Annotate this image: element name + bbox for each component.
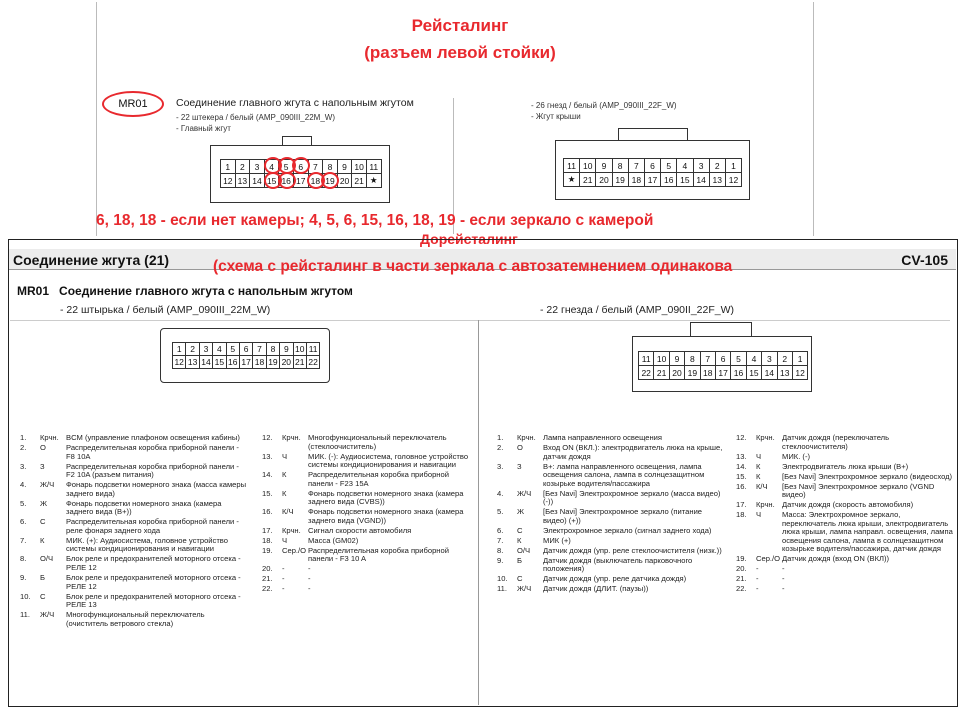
- pin-number: 19.: [736, 554, 747, 564]
- bottom-left-pin-grid: [172, 342, 320, 369]
- pin-number: 1.: [20, 433, 27, 442]
- bottom-right-pin-grid: [638, 351, 808, 380]
- wire-color: Б: [517, 555, 522, 565]
- wire-color: С: [40, 517, 46, 527]
- pin-description-row: [736, 463, 954, 472]
- connector-pin: 21: [654, 366, 669, 380]
- connector-pin: 11: [564, 159, 580, 173]
- pin-description-row: [20, 481, 248, 498]
- top-right-sub-line: - 26 гнезд / белый (AMP_090III_22F_W): [531, 101, 677, 110]
- pin-description-row: [262, 575, 472, 584]
- pin-description-row: [262, 547, 472, 564]
- connector-pin: 11: [307, 343, 320, 356]
- connector-pin: 22: [639, 366, 654, 380]
- wire-color: С: [517, 525, 523, 535]
- pin-description: BCM (управление плафоном освещения кабины): [66, 433, 240, 442]
- pin-description: Электродвигатель люка крыши (B+): [782, 461, 909, 471]
- pin-description: Вход ON (ВКЛ.): электродвигатель люка на крыше, датчик дождя: [543, 442, 723, 461]
- pin-description-row: [736, 555, 954, 564]
- pin-description-row: [736, 434, 954, 451]
- connector-pin: 9: [596, 159, 612, 173]
- connector-pin: 19: [323, 174, 338, 188]
- wire-color: О: [517, 442, 523, 452]
- pin-number: 6.: [20, 517, 27, 527]
- pin-description-row: [736, 585, 954, 594]
- pin-description: Лампа направленного освещения: [543, 433, 663, 442]
- wire-color: -: [756, 584, 759, 594]
- pin-description-row: [262, 453, 472, 470]
- connector-pin: 21: [352, 174, 367, 188]
- connector-pin: 12: [221, 174, 236, 188]
- pin-number: 3.: [497, 461, 504, 471]
- wire-color: Крчн.: [282, 433, 301, 442]
- connector-pin: 11: [639, 352, 654, 366]
- highlight-ring: [278, 172, 296, 189]
- pin-description: Блок реле и предохранителей моторного отсека - РЕЛЕ 13: [66, 591, 241, 610]
- connector-pin: 6: [716, 352, 731, 366]
- pin-description-row: [262, 537, 472, 546]
- pin-number: 14.: [736, 461, 747, 471]
- top-right-sub-line: - Жгут крыши: [531, 112, 581, 121]
- wire-color: К: [40, 535, 45, 545]
- pin-description: Распределительная коробка приборной панели - F8 10A: [66, 442, 239, 461]
- connector-pin: 15: [747, 366, 762, 380]
- pin-number: 21.: [262, 574, 273, 584]
- wire-color: -: [282, 564, 285, 574]
- pin-description-row: [20, 444, 248, 461]
- connector-pin: 3: [250, 160, 265, 174]
- pin-description-row: [497, 585, 725, 594]
- connector-pin: 21: [294, 356, 307, 369]
- wire-color: Б: [40, 573, 45, 583]
- connector-pin: 20: [670, 366, 685, 380]
- wire-color: З: [40, 461, 45, 471]
- connector-pin: 13: [236, 174, 251, 188]
- pin-description: Масса: Электрохромное зеркало, переключатель люка крыши, электродвигатель люка крыши, лампа направл. освещения, лампа освещения салона, лампа в солнцезащитном козырьке водителя/пассажира, датчик дождя: [782, 510, 953, 554]
- pin-number: 15.: [262, 488, 273, 498]
- pin-description-row: [736, 511, 954, 554]
- pin-description-row: [20, 500, 248, 517]
- pin-description-row: [497, 547, 725, 556]
- connector-pin: 2: [778, 352, 793, 366]
- connector-pin: 12: [726, 173, 742, 187]
- top-left-subtitle: [176, 112, 335, 134]
- connector-pin: 9: [338, 160, 353, 174]
- connector-pin: 15: [677, 173, 693, 187]
- pin-number: 4.: [20, 480, 27, 490]
- connector-latch: [690, 322, 752, 337]
- connector-pin: 19: [613, 173, 629, 187]
- wire-color: -: [756, 564, 759, 574]
- wire-color: О/Ч: [40, 554, 54, 564]
- connector-pin: 4: [747, 352, 762, 366]
- pin-description: Электрохромное зеркало (сигнал заднего хода): [543, 525, 712, 535]
- pin-description: Распределительная коробка приборной панели - F3 10 A: [308, 545, 449, 564]
- separator-line: [10, 320, 950, 321]
- connector-pin: 20: [596, 173, 612, 187]
- pin-description-row: [262, 434, 472, 451]
- connector-pin: 7: [309, 160, 324, 174]
- pin-number: 12.: [736, 433, 747, 442]
- wire-color: К: [756, 471, 761, 481]
- wire-color: Ж/Ч: [517, 488, 532, 498]
- pin-list-right-a: [497, 434, 725, 595]
- wire-color: Ж: [517, 507, 525, 517]
- pin-number: 16.: [262, 507, 273, 517]
- connector-pin: 15: [213, 356, 226, 369]
- connector-pin: 5: [227, 343, 240, 356]
- pin-description: Многофункциональный переключатель (очиститель ветрового стекла): [66, 610, 205, 628]
- wire-color: Ж/Ч: [40, 480, 55, 490]
- pin-number: 3.: [20, 461, 27, 471]
- pin-number: 5.: [20, 498, 27, 508]
- wire-color: Ч: [282, 451, 288, 461]
- pin-list-left-a: [20, 434, 248, 630]
- pin-description-row: [262, 565, 472, 574]
- pin-description: Фонарь подсветки номерного знака (масса камеры заднего вида): [66, 480, 247, 498]
- connector-pin: 1: [793, 352, 808, 366]
- pin-number: 11.: [497, 584, 507, 594]
- connector-pin: 18: [253, 356, 266, 369]
- connector-pin: 13: [186, 356, 199, 369]
- pin-number: 13.: [262, 451, 273, 461]
- connector-pin: 20: [280, 356, 293, 369]
- connector-pin: 7: [253, 343, 266, 356]
- connector-pin: 8: [685, 352, 700, 366]
- top-connector-name: Соединение главного жгута с напольным жгутом: [176, 97, 414, 109]
- pin-description-row: [20, 518, 248, 535]
- pin-description-row: [262, 508, 472, 525]
- mr01-circled-code: MR01: [102, 91, 164, 117]
- pin-description: Датчик дождя (ДЛИТ. (паузы)): [543, 584, 649, 594]
- pin-description: Датчик дождя (выключатель парковочного положения): [543, 555, 693, 574]
- top-right-subtitle: [531, 100, 677, 122]
- connector-pin: ★: [564, 173, 580, 187]
- wire-color: С: [40, 591, 46, 601]
- pin-description: Блок реле и предохранителей моторного отсека - РЕЛЕ 12: [66, 554, 241, 573]
- connector-pin: 4: [265, 160, 280, 174]
- bottom-connector-name: Соединение главного жгута с напольным жгутом: [59, 284, 353, 298]
- pin-number: 20.: [262, 564, 273, 574]
- connector-pin: 1: [221, 160, 236, 174]
- pin-number: 7.: [20, 535, 27, 545]
- pin-description: -: [782, 584, 785, 594]
- wire-color: К: [756, 461, 761, 471]
- connector-pin: 13: [710, 173, 726, 187]
- highlight-ring: [292, 157, 310, 174]
- section-code: CV-105: [901, 252, 948, 268]
- pin-number: 8.: [20, 554, 27, 564]
- connector-pin: 10: [580, 159, 596, 173]
- pin-number: 8.: [497, 545, 504, 555]
- pin-number: 2.: [497, 442, 504, 452]
- connector-pin: 16: [279, 174, 294, 188]
- restyling-subtitle: (разъем левой стойки): [364, 43, 556, 62]
- section-title: Соединение жгута (21): [13, 252, 170, 268]
- pin-description: Сигнал скорости автомобиля: [308, 525, 412, 535]
- connector-pin: 14: [200, 356, 213, 369]
- pin-description: МИК. (-): [782, 451, 811, 461]
- pin-description-row: [736, 483, 954, 500]
- pin-number: 22.: [262, 584, 273, 594]
- connector-latch: [282, 136, 312, 146]
- pin-number: 19.: [262, 545, 273, 555]
- pin-description: [Без Navi] Электрохромное зеркало (VGND видео): [782, 481, 935, 500]
- pin-description: Распределительная коробка приборной панели - реле фонаря заднего хода: [66, 517, 239, 535]
- bottom-connector-heading: [17, 284, 353, 298]
- connector-pin: 5: [731, 352, 746, 366]
- wire-color: К: [282, 470, 287, 480]
- pin-description-row: [736, 575, 954, 584]
- connector-pin: 8: [323, 160, 338, 174]
- pin-number: 17.: [736, 500, 747, 510]
- connector-pin: 22: [307, 356, 320, 369]
- connector-pin: 8: [267, 343, 280, 356]
- connector-pin: 6: [240, 343, 253, 356]
- pin-description-row: [736, 453, 954, 462]
- wire-color: К: [282, 488, 287, 498]
- wire-color: Сер./О: [282, 545, 307, 555]
- connector-pin: 13: [778, 366, 793, 380]
- pin-number: 20.: [736, 564, 747, 574]
- connector-pin: 18: [629, 173, 645, 187]
- connector-pin: 17: [240, 356, 253, 369]
- pin-number: 22.: [736, 584, 747, 594]
- pin-description: Датчик дождя (упр. реле датчика дождя): [543, 574, 687, 584]
- pin-description-row: [20, 574, 248, 591]
- pin-number: 18.: [736, 510, 747, 520]
- pin-description: Датчик дождя (вход ON (ВКЛ)): [782, 554, 890, 564]
- connector-pin: 12: [173, 356, 186, 369]
- connector-pin: 14: [250, 174, 265, 188]
- pin-number: 16.: [736, 481, 747, 491]
- pin-description-row: [20, 434, 248, 443]
- pin-number: 6.: [497, 525, 504, 535]
- pin-description-row: [20, 555, 248, 572]
- pin-description: -: [308, 574, 311, 584]
- connector-pin: 20: [338, 174, 353, 188]
- wire-color: К/Ч: [756, 481, 768, 491]
- pin-description: [Без Navi] Электрохромное зеркало (видеосход): [782, 471, 953, 481]
- connector-pin: 17: [716, 366, 731, 380]
- pin-description-row: [497, 537, 725, 546]
- pin-description-row: [262, 490, 472, 507]
- pin-description-row: [262, 527, 472, 536]
- wire-color: Сер./О: [756, 554, 781, 564]
- connector-pin: 17: [294, 174, 309, 188]
- connector-pin: 6: [645, 159, 661, 173]
- pin-description-row: [736, 565, 954, 574]
- pin-number: 9.: [20, 573, 27, 583]
- pin-description: Распределительная коробка приборной панели - F2 10A (разъем питания): [66, 461, 239, 480]
- pin-number: 15.: [736, 471, 747, 481]
- column-divider: [478, 320, 479, 705]
- pin-number: 9.: [497, 555, 504, 565]
- connector-pin: 4: [677, 159, 693, 173]
- restyling-title: Рейсталинг: [411, 16, 509, 35]
- pin-number: 21.: [736, 574, 747, 584]
- top-left-sub-line: - 22 штекера / белый (AMP_090III_22M_W): [176, 113, 335, 122]
- pin-description-row: [262, 585, 472, 594]
- pin-number: 17.: [262, 525, 273, 535]
- pin-number: 13.: [736, 451, 747, 461]
- pin-description: B+: лампа направленного освещения, лампа освещения салона, лампа в солнцезащитном козырьке водителя/пассажира: [543, 461, 705, 488]
- pin-description: [Без Navi] Электрохромное зеркало (масса видео) (-)): [543, 488, 721, 507]
- connector-pin: 4: [213, 343, 226, 356]
- pin-description: Датчик дождя (упр. реле стеклоочистителя (низк.)): [543, 545, 722, 555]
- bottom-left-subtitle: - 22 штырька / белый (AMP_090III_22M_W): [60, 304, 271, 316]
- connector-pin: 1: [173, 343, 186, 356]
- wire-color: К/Ч: [282, 507, 294, 517]
- wire-color: Ж: [40, 498, 48, 508]
- pin-description-row: [20, 593, 248, 610]
- connector-pin: 16: [661, 173, 677, 187]
- connector-pin: ★: [367, 174, 382, 188]
- connector-pin: 18: [701, 366, 716, 380]
- pin-description: МИК. (+): Аудиосистема, головное устройство системы кондиционирования и навигации: [66, 535, 228, 554]
- camera-pins-note: 6, 18, 18 - если нет камеры; 4, 5, 6, 15, 16, 18, 19 - если зеркало с камерой: [96, 212, 654, 229]
- pin-number: 11.: [20, 610, 30, 620]
- wire-color: З: [517, 461, 522, 471]
- connector-pin: 11: [367, 160, 382, 174]
- connector-pin: 5: [279, 160, 294, 174]
- connector-pin: 2: [236, 160, 251, 174]
- wire-color: Ж/Ч: [517, 584, 532, 594]
- connector-pin: 2: [710, 159, 726, 173]
- wire-color: О/Ч: [517, 545, 531, 555]
- wire-color: Ч: [282, 535, 288, 545]
- wire-color: К: [517, 535, 522, 545]
- pin-description: Фонарь подсветки номерного знака (камера заднего вида (VGND)): [308, 507, 464, 525]
- pin-number: 5.: [497, 507, 504, 517]
- pin-description-row: [497, 463, 725, 489]
- connector-pin: 14: [762, 366, 777, 380]
- connector-pin: 2: [186, 343, 199, 356]
- wire-color: Ж/Ч: [40, 610, 55, 620]
- pin-number: 4.: [497, 488, 504, 498]
- wire-color: Крчн.: [756, 500, 775, 510]
- connector-pin: 7: [701, 352, 716, 366]
- connector-pin: 14: [694, 173, 710, 187]
- connector-pin: 3: [762, 352, 777, 366]
- wire-color: Ч: [756, 510, 762, 520]
- wire-color: Крчн.: [517, 433, 536, 442]
- pin-list-left-b: [262, 434, 472, 595]
- pin-description: Многофункциональный переключатель (стеклоочиститель): [308, 433, 447, 451]
- bottom-right-subtitle: - 22 гнезда / белый (AMP_090II_22F_W): [540, 304, 735, 316]
- pin-description: Фонарь подсветки номерного знака (камера заднего вида (B+)): [66, 498, 222, 517]
- pin-number: 2.: [20, 442, 27, 452]
- pin-description: -: [782, 564, 785, 574]
- pin-description: -: [782, 574, 785, 584]
- pin-description: Распределительная коробка приборной панели - F23 15A: [308, 470, 449, 488]
- pin-description: МИК (+): [543, 535, 571, 545]
- pin-description-row: [736, 473, 954, 482]
- connector-pin: 9: [670, 352, 685, 366]
- pre-restyling-label: Дорейсталинг: [420, 231, 518, 247]
- pin-number: 1.: [497, 433, 504, 442]
- connector-pin: 15: [265, 174, 280, 188]
- pin-number: 14.: [262, 470, 273, 480]
- pin-number: 18.: [262, 535, 273, 545]
- connector-pin: 10: [294, 343, 307, 356]
- pin-description-row: [20, 537, 248, 554]
- wire-color: Крчн.: [282, 525, 301, 535]
- connector-pin: 19: [685, 366, 700, 380]
- connector-pin: 17: [645, 173, 661, 187]
- connector-pin: 8: [613, 159, 629, 173]
- pin-description: -: [308, 584, 311, 594]
- pin-description: [Без Navi] Электрохромное зеркало (питание видео) (+)): [543, 507, 703, 525]
- wire-color: Ч: [756, 451, 762, 461]
- pin-description: МИК. (-): Аудиосистема, головное устройство системы кондиционирования и навигации: [308, 451, 469, 470]
- connector-pin: 9: [280, 343, 293, 356]
- connector-pin: 18: [309, 174, 324, 188]
- pin-description-row: [497, 490, 725, 507]
- scheme-note: (схема с рейсталинг в части зеркала с автозатемнением одинакова: [213, 258, 733, 275]
- connector-pin: 19: [267, 356, 280, 369]
- connector-pin: 6: [294, 160, 309, 174]
- pin-description-row: [497, 575, 725, 584]
- connector-pin: 1: [726, 159, 742, 173]
- pin-list-right-b: [736, 434, 954, 595]
- wire-color: Крчн.: [40, 433, 59, 442]
- highlight-ring: [321, 172, 339, 189]
- pin-description-row: [20, 611, 248, 628]
- pin-description-row: [736, 501, 954, 510]
- pin-number: 10.: [20, 591, 31, 601]
- pin-number: 10.: [497, 574, 508, 584]
- connector-pin: 21: [580, 173, 596, 187]
- top-left-sub-line: - Главный жгут: [176, 124, 231, 133]
- wire-color: -: [282, 574, 285, 584]
- pin-description: -: [308, 564, 311, 574]
- top-right-pin-grid: [563, 158, 742, 187]
- pin-description-row: [497, 444, 725, 461]
- pin-description-row: [497, 557, 725, 574]
- connector-pin: 10: [654, 352, 669, 366]
- connector-pin: 12: [793, 366, 808, 380]
- connector-pin: 3: [200, 343, 213, 356]
- bottom-connector-code: MR01: [17, 284, 50, 298]
- pin-number: 7.: [497, 535, 504, 545]
- pin-description-row: [497, 508, 725, 525]
- pin-description-row: [262, 471, 472, 488]
- wire-color: -: [282, 584, 285, 594]
- wire-color: Крчн.: [756, 433, 775, 442]
- wire-color: -: [756, 574, 759, 584]
- connector-pin: 16: [227, 356, 240, 369]
- pin-description: Масса (GM02): [308, 535, 359, 545]
- pin-description-row: [497, 527, 725, 536]
- pin-description-row: [20, 463, 248, 480]
- pin-description: Датчик дождя (скорость автомобиля): [782, 500, 914, 510]
- pin-number: 12.: [262, 433, 273, 442]
- connector-pin: 7: [629, 159, 645, 173]
- connector-pin: 5: [661, 159, 677, 173]
- connector-latch: [618, 128, 688, 141]
- connector-pin: 10: [352, 160, 367, 174]
- wire-color: О: [40, 442, 46, 452]
- pin-description: Датчик дождя (переключатель стеклоочистителя): [782, 433, 890, 451]
- pin-description-row: [497, 434, 725, 443]
- connector-pin: 3: [694, 159, 710, 173]
- connector-pin: 16: [731, 366, 746, 380]
- pin-description: Блок реле и предохранителей моторного отсека - РЕЛЕ 12: [66, 573, 241, 591]
- wire-color: С: [517, 574, 523, 584]
- pin-description: Фонарь подсветки номерного знака (камера заднего вида (CVBS)): [308, 488, 464, 507]
